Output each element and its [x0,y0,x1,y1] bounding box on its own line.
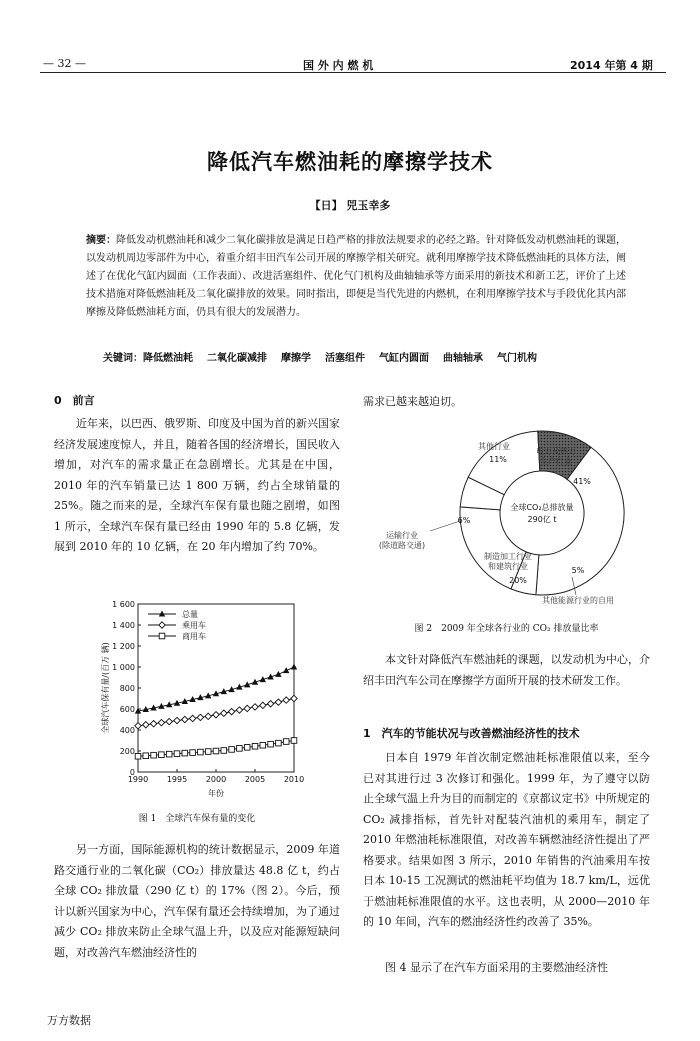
legend-marker [159,633,165,639]
data-point [166,751,172,757]
data-point [229,747,235,753]
data-point [143,722,149,728]
data-point [205,713,211,719]
pie-center-label: 全球CO₂总排放量 [510,503,574,512]
slice-percent-label: 20% [509,576,527,585]
pie-center-label: 290亿 t [527,515,557,524]
journal-name: 国 外 内 燃 机 [303,59,374,72]
slice-name-label: 运输行业 [386,531,418,540]
slice-name-label: 生产行业 [540,457,572,466]
figure-1-chart [86,596,308,804]
slice-name-label: 制造加工行业 [484,552,532,561]
x-tick-label: 2010 [283,775,305,784]
y-axis-label: 全球汽车保有量/(百万 辆) [101,642,110,734]
data-point [135,753,141,759]
data-point [213,712,219,718]
data-point [166,718,172,724]
paragraph-text: 需求已越来越迫切。 [363,395,462,408]
keyword: 曲轴轴承 [443,353,483,364]
data-point [267,701,273,707]
data-point [190,750,196,756]
data-point [268,741,274,747]
slice-percent-label: 11% [489,455,507,464]
article-title: 降低汽车燃油耗的摩擦学技术 [207,150,493,174]
legend-label: 乘用车 [182,621,206,630]
section-0-heading: 0 前言 [54,394,95,407]
paragraph-2 [54,840,340,963]
slice-percent-label: 6% [457,516,471,525]
x-tick-label: 2000 [205,775,227,784]
data-point [221,710,227,716]
keywords-label: 关键词： [103,353,143,364]
data-point [252,704,258,710]
data-point [291,695,297,701]
data-point [283,697,289,703]
keyword: 气缸内圆面 [379,353,429,364]
data-point [174,751,180,757]
paragraph-text: 图 4 显示了在汽车方面采用的主要燃油经济性 [385,961,608,974]
y-tick-label: 400 [119,726,135,735]
data-point [151,752,157,758]
data-point [260,742,266,748]
keyword: 摩擦学 [281,353,311,364]
data-point [198,749,204,755]
paragraph-text: 日本自 1979 年首次制定燃油耗标准限值以来，至今已对其进行过 3 次修订和强化。1999 年，为了遵守以防止全球气温上升为目的而制定的《京都议定书》中所规定的 CO₂ 减排指标，首先针对配装汽油机的乘用车，制定了 2010 年燃油耗标准限值，对改善车辆燃油经济性提出了严格要求。结果如图 3 所示，2010 年销售的汽油乘用车按日本 10-15 工况测试的燃油耗平均值为 18.7 km/L，远优于燃油耗标准限值的水平。这也表明，从 2000—2010 年的 10 年间，汽车的燃油经济性约改善了 35%。 [363,751,650,928]
legend-marker [159,622,165,628]
abstract-text: 降低发动机燃油耗和减少二氧化碳排放是满足日趋严格的排放法规要求的必经之路。针对降低发动机燃油耗的课题，以发动机周边零部件为中心，着重介绍丰田汽车公司开展的摩擦学相关研究。就利用摩擦学技术降低燃油耗的具体方法，阐述了在优化气缸内圆面（工作表面）、改进活塞组件、优化气门机构及曲轴轴承等方面采用的新技术和新工艺，评价了上述技术措施对降低燃油耗及二氧化碳排放的效果。同时指出，即便是当代先进的内燃机，在利用摩擦学技术与手段优化其内部摩擦及降低燃油耗方面，仍具有很大的发展潜力。 [86,235,626,318]
legend-label: 总量 [182,610,198,619]
data-point [275,699,281,705]
legend-marker [159,611,165,617]
x-tick-label: 1990 [127,775,149,784]
figure-1-caption: 图 1 全球汽车保有量的变化 [138,814,256,824]
y-tick-label: 1 400 [112,621,135,630]
data-point [276,740,282,746]
data-point [197,714,203,720]
chart-plot-area [100,600,304,798]
data-point [283,739,289,745]
paragraph-continued [363,392,650,413]
data-point [174,717,180,723]
data-point [236,707,242,713]
section-1-heading: 1 汽车的节能状况与改善燃油经济性的技术 [363,727,580,740]
keyword: 二氧化碳减排 [207,353,267,364]
paragraph-text: 近年来，以巴西、俄罗斯、印度及中国为首的新兴国家经济发展速度惊人，并且，随着各国的经济增长，国民收入增加，对汽车的需求量正在急剧增长。尤其是在中国，2010 年的汽车销量已达 1 800 万辆，约占全球销量的 25%。随之而来的是，全球汽车保有量也随之剧增，如图 1 所示，全球汽车保有量已经由 1990 年的 5.8 亿辆，发展到 2010 年的 10 亿辆，在 20 年内增加了约 70%。 [54,417,340,553]
footer-brand: 万方数据 [47,1014,91,1027]
y-tick-label: 600 [119,705,135,714]
data-point [143,753,149,759]
data-point [291,664,297,670]
author: 【日】 兕玉幸多 [309,199,391,212]
slice-name-label: 其他能源行业的自用 [542,596,614,605]
slice-percent-label: 41% [573,477,591,486]
leader-line [430,521,460,531]
abstract-label: 摘要： [86,235,116,246]
data-point [205,749,211,755]
data-point [244,705,250,711]
data-point [260,702,266,708]
keyword: 降低燃油耗 [143,353,193,364]
data-point [158,719,164,725]
y-tick-label: 1 000 [112,663,135,672]
data-point [182,750,188,756]
slice-name-label: 电力及热力 [536,447,576,456]
y-tick-label: 1 600 [112,600,135,609]
slice-name-label: 其他行业 [478,442,510,451]
data-point [228,708,234,714]
keywords [103,349,643,364]
y-tick-label: 0 [129,768,135,777]
x-tick-label: 1995 [166,775,188,784]
pie-area [379,431,624,605]
data-point [275,671,281,677]
abstract [86,232,626,322]
data-point [150,721,156,727]
y-tick-label: 200 [119,747,135,756]
legend-label: 商用车 [182,632,206,641]
figure-2-chart [360,425,660,610]
paragraph-3 [363,650,650,691]
issue-label: 2014 年第 4 期 [570,59,653,72]
data-point [244,745,250,751]
data-point [213,748,219,754]
data-point [252,743,258,749]
slice-name-label: 和建筑行业 [488,562,528,571]
slice-percent-label: 5% [571,566,585,575]
page-number: — 32 — [43,57,86,70]
figure-2-caption: 图 2 2009 年全球各行业的 CO₂ 排放量比率 [414,624,599,634]
paragraph-5 [363,958,650,979]
x-axis-label: 年份 [208,789,224,798]
data-point [159,752,165,758]
data-point [189,715,195,721]
x-tick-label: 2005 [244,775,266,784]
paragraph-text: 本文针对降低汽车燃油耗的课题，以发动机为中心，介绍丰田汽车公司在摩擦学方面所开展的技术研发工作。 [363,653,650,687]
data-point [182,716,188,722]
data-point [221,748,227,754]
y-tick-label: 800 [119,684,135,693]
y-tick-label: 1 200 [112,642,135,651]
slice-name-label: (除道路交通) [378,541,426,550]
paragraph-4 [363,748,650,933]
paragraph-text: 另一方面，国际能源机构的统计数据显示，2009 年道路交通行业的二氧化碳（CO₂）排放量达 48.8 亿 t，约占全球 CO₂ 排放量（290 亿 t）的 17%（图 2）。今后，预计以新兴国家为中心，汽车保有量还会持续增加，为了通过减少 CO₂ 排放来防止全球气温上升，以及应对能源短缺问题，对改善汽车燃油经济性的 [54,843,340,959]
header-rule [40,72,666,73]
data-point [237,746,243,752]
keyword: 活塞组件 [325,353,365,364]
keyword: 气门机构 [497,353,537,364]
data-point [291,738,297,744]
data-point [283,667,289,673]
intro-paragraph [54,414,340,558]
data-point [135,723,141,729]
